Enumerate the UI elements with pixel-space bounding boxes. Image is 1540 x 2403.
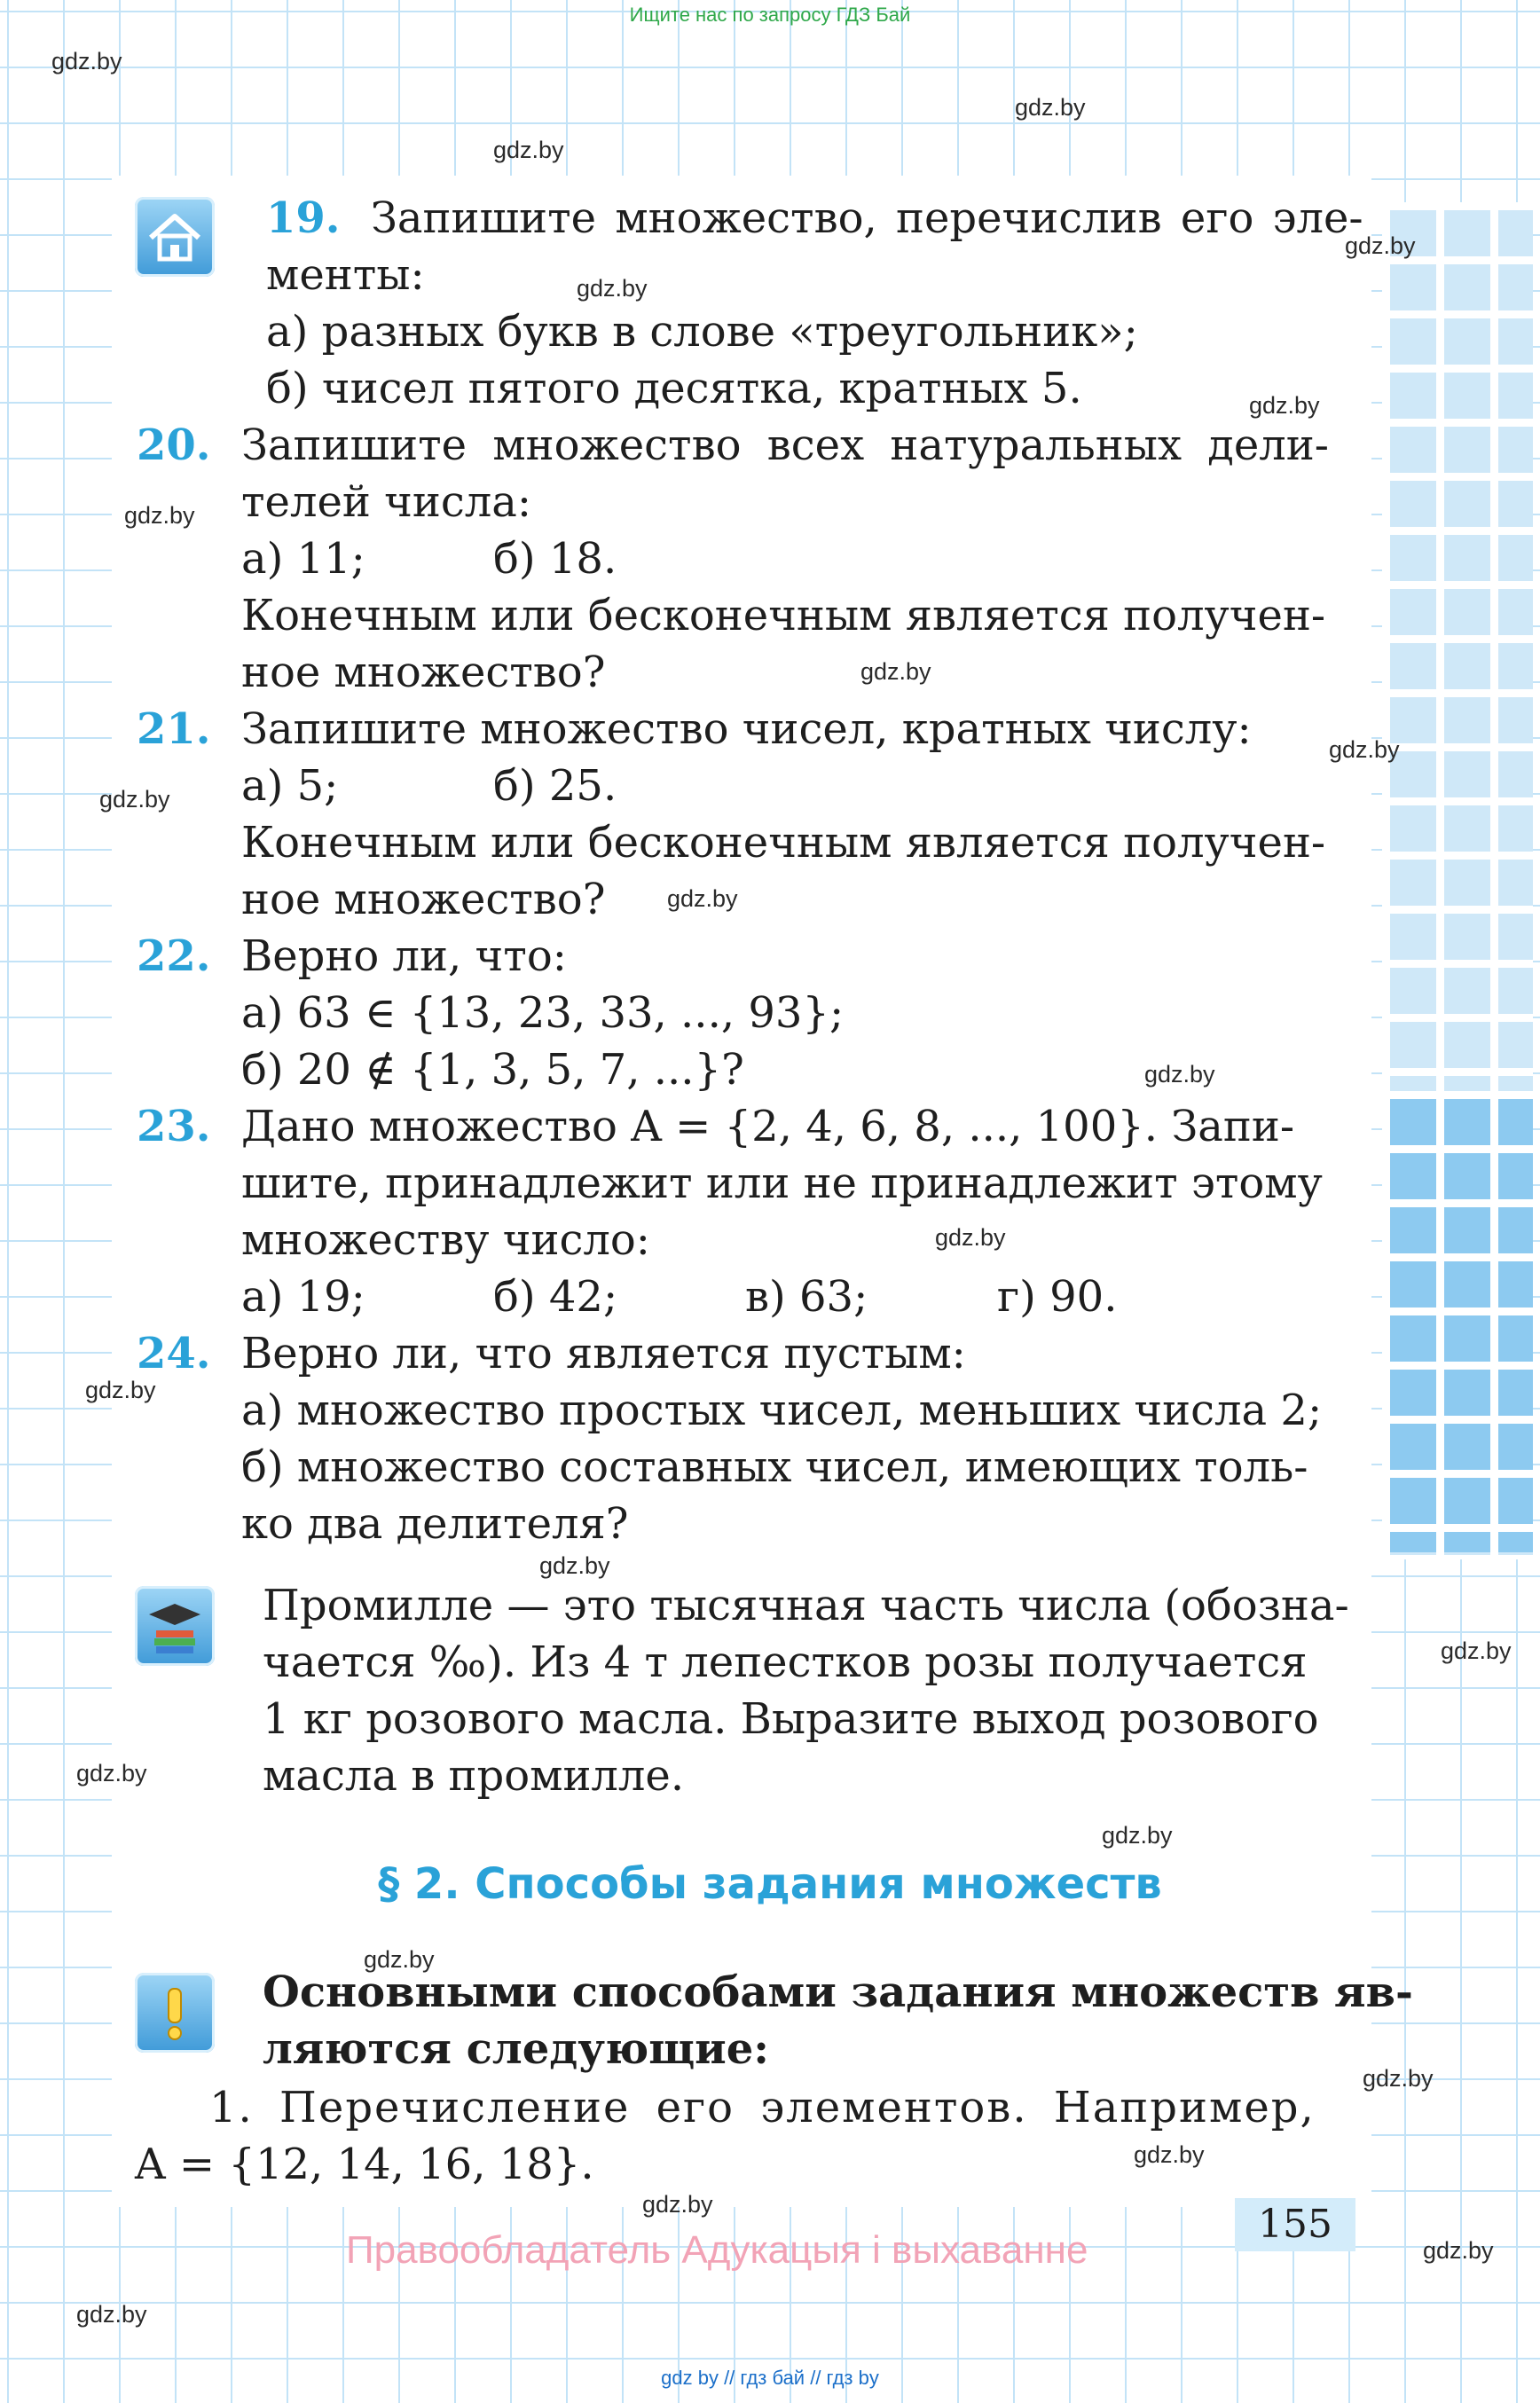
problem-24-line: а) множество простых чисел, меньших числа 2; bbox=[241, 1386, 1323, 1435]
watermark: gdz.by bbox=[1134, 2141, 1205, 2168]
problem-19-line: менты: bbox=[266, 250, 425, 300]
watermark: gdz.by bbox=[364, 1946, 435, 1973]
problem-21-number: 21. bbox=[137, 704, 211, 754]
exclamation-icon bbox=[135, 1973, 215, 2053]
watermark: gdz.by bbox=[539, 1552, 610, 1579]
problem-19-number: 19. bbox=[266, 193, 341, 243]
watermark: gdz.by bbox=[493, 137, 564, 163]
watermark: gdz.by bbox=[1102, 1822, 1173, 1849]
watermark: gdz.by bbox=[99, 786, 170, 813]
problem-23-line: в) 63; bbox=[745, 1272, 868, 1322]
problem-24-line: б) множество составных чисел, имеющих толь- bbox=[241, 1442, 1308, 1492]
watermark: gdz.by bbox=[1345, 232, 1416, 259]
footer-links: gdz by // гдз бай // гдз by bbox=[661, 2367, 879, 2389]
problem-21-line: ное множество? bbox=[241, 875, 606, 924]
watermark: gdz.by bbox=[577, 275, 648, 302]
problem-20-line: а) 11; bbox=[241, 534, 365, 584]
rule-line: ляются следующие: bbox=[263, 2024, 770, 2074]
extra-task-line: 1 кг розового масла. Выразите выход розового bbox=[263, 1694, 1319, 1744]
watermark: gdz.by bbox=[1144, 1061, 1215, 1088]
watermark: gdz.by bbox=[1329, 736, 1400, 763]
problem-22-line: а) 63 ∈ {13, 23, 33, ..., 93}; bbox=[241, 988, 845, 1038]
example-line: 1. Перечисление его элементов. Например, bbox=[209, 2083, 1316, 2132]
section-title: § 2. Способы задания множеств bbox=[378, 1859, 1162, 1909]
problem-23-line: шите, принадлежит или не принадлежит этому bbox=[241, 1158, 1323, 1208]
extra-task-line: масла в промилле. bbox=[263, 1751, 685, 1801]
problem-20-line: Конечным или бесконечным является получен- bbox=[241, 591, 1326, 640]
problem-21-line: Конечным или бесконечным является получен- bbox=[241, 818, 1326, 868]
watermark: gdz.by bbox=[85, 1377, 156, 1403]
problem-19-line: б) чисел пятого десятка, кратных 5. bbox=[266, 364, 1082, 413]
problem-21-line: а) 5; bbox=[241, 761, 339, 811]
problem-22-line: Верно ли, что: bbox=[241, 931, 567, 981]
problem-22-line: б) 20 ∉ {1, 3, 5, 7, ...}? bbox=[241, 1045, 744, 1095]
page-number: 155 bbox=[1258, 2202, 1332, 2247]
problem-23-line: множеству число: bbox=[241, 1215, 650, 1265]
problem-20-number: 20. bbox=[137, 420, 211, 470]
watermark: gdz.by bbox=[76, 1760, 147, 1787]
home-icon bbox=[135, 197, 215, 277]
problem-22-number: 22. bbox=[137, 931, 211, 981]
problem-21-line: б) 25. bbox=[493, 761, 617, 811]
watermark: gdz.by bbox=[642, 2191, 713, 2218]
watermark: gdz.by bbox=[1015, 94, 1086, 121]
rule-line: Основными способами задания множеств яв- bbox=[263, 1967, 1413, 2017]
copyright: Правообладатель Адукацыя і выхаванне bbox=[346, 2228, 1088, 2272]
extra-task-line: Промилле — это тысячная часть числа (обозна- bbox=[263, 1581, 1349, 1630]
problem-23-line: б) 42; bbox=[493, 1272, 618, 1322]
watermark: gdz.by bbox=[51, 48, 122, 75]
extra-task-line: чается ‰). Из 4 т лепестков розы получается bbox=[263, 1637, 1308, 1687]
watermark: gdz.by bbox=[76, 2301, 147, 2328]
problem-24-number: 24. bbox=[137, 1329, 211, 1378]
watermark: gdz.by bbox=[1423, 2237, 1494, 2264]
problem-19-line: а) разных букв в слове «треугольник»; bbox=[266, 307, 1138, 357]
watermark: gdz.by bbox=[935, 1224, 1006, 1251]
decor-grid-dark bbox=[1382, 1091, 1533, 1552]
watermark: gdz.by bbox=[1363, 2065, 1434, 2092]
problem-23-line: а) 19; bbox=[241, 1272, 365, 1322]
problem-21-line: Запишите множество чисел, кратных числу: bbox=[241, 704, 1252, 754]
example-line: A = {12, 14, 16, 18}. bbox=[135, 2140, 594, 2189]
problem-20-line: ное множество? bbox=[241, 648, 606, 697]
problem-24-line: ко два делителя? bbox=[241, 1499, 629, 1549]
problem-19-line: Запишите множество, перечислив его эле- bbox=[371, 193, 1363, 243]
problem-20-line: Запишите множество всех натуральных дели- bbox=[241, 420, 1329, 470]
problem-20-line: телей числа: bbox=[241, 477, 531, 527]
graduation-cap-books-icon bbox=[135, 1586, 215, 1666]
problem-23-number: 23. bbox=[137, 1102, 211, 1151]
header-note: Ищите нас по запросу ГДЗ Бай bbox=[629, 4, 911, 26]
watermark: gdz.by bbox=[860, 658, 931, 685]
problem-20-line: б) 18. bbox=[493, 534, 617, 584]
watermark: gdz.by bbox=[1249, 392, 1320, 419]
problem-23-line: Дано множество A = {2, 4, 6, 8, ..., 100}. Запи- bbox=[241, 1102, 1295, 1151]
watermark: gdz.by bbox=[124, 502, 195, 529]
watermark: gdz.by bbox=[1441, 1637, 1512, 1664]
problem-23-line: г) 90. bbox=[997, 1272, 1118, 1322]
problem-24-line: Верно ли, что является пустым: bbox=[241, 1329, 966, 1378]
watermark: gdz.by bbox=[667, 885, 738, 912]
